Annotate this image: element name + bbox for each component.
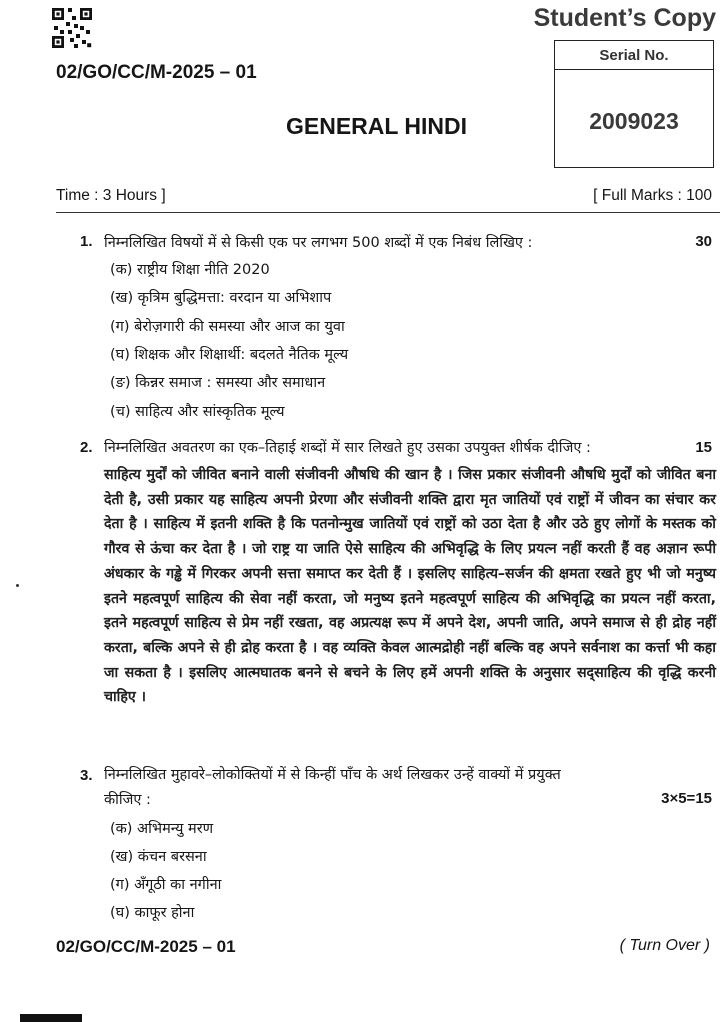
- question-3-option: (घ) काफूर होना: [110, 905, 195, 921]
- question-1-text: निम्नलिखित विषयों में से किसी एक पर लगभग 500 शब्दों में एक निबंध लिखिए :: [104, 235, 533, 251]
- question-2-marks: 15: [695, 439, 712, 456]
- question-3-option: (ख) कंचन बरसना: [110, 849, 207, 865]
- question-1-number: 1.: [80, 233, 93, 250]
- paper-code: 02/GO/CC/M-2025 – 01: [56, 62, 257, 83]
- question-1-marks: 30: [695, 233, 712, 250]
- serial-label: Serial No.: [555, 41, 713, 70]
- copy-label: Student’s Copy: [533, 4, 716, 32]
- serial-number: 2009023: [589, 108, 679, 134]
- question-1-option: (च) साहित्य और सांस्कृतिक मूल्य: [110, 404, 285, 420]
- page-edge-mark: [20, 1014, 82, 1022]
- turn-over-label[interactable]: ( Turn Over ): [619, 937, 710, 954]
- question-3-option: (ग) अँगूठी का नगीना: [110, 877, 222, 893]
- question-1-option: (ग) बेरोज़गारी की समस्या और आज का युवा: [110, 319, 345, 335]
- qr-code-icon: [52, 8, 92, 48]
- question-3-number: 3.: [80, 767, 93, 784]
- margin-dot: [16, 584, 19, 587]
- question-2-text: निम्नलिखित अवतरण का एक–तिहाई शब्दों में सार लिखते हुए उसका उपयुक्त शीर्षक दीजिए :: [104, 440, 591, 456]
- question-2-passage: साहित्य मुर्दों को जीवित बनाने वाली संजीवनी औषधि की खान है । जिस प्रकार संजीवनी औषधि मुर्दों को जीवित बना देती है, उसी प्रकार यह साहित्य अपनी प्रेरणा और संजीवनी शक्ति द्वारा मृत जातियों एवं राष्ट्रों में जीवन का संचार कर देता है । साहित्य में इतनी शक्ति है कि पतनोन्मुख जातियों एवं राष्ट्रों को उठा देता है और उठे हुए लोगों के मस्तक को गौरव से ऊंचा कर देता है । जो राष्ट्र या जाति ऐसे साहित्य की अभिवृद्धि के लिए प्रयत्न नहीं करती हैं वह अज्ञान रूपी अंधकार के गड्ढे में गिरकर अपनी सत्ता समाप्त कर देती हैं । इसलिए साहित्य–सर्जन की क्षमता रखते हुए भी जो मनुष्य इतने महत्वपूर्ण साहित्य की सेवा नहीं करता, जो मनुष्य इतने महत्वपूर्ण साहित्य की अभिवृद्धि का प्रयत्न नहीं करता, इतने महत्वपूर्ण साहित्य से प्रेम नहीं रखता, वह अप्रत्यक्ष रूप में अपने देश, अपनी जाति, अपने समाज से ही द्रोह नहीं करता, बल्कि अपने से ही द्रोह करता है । वह व्यक्ति केवल आत्मद्रोही नहीं बल्कि वह अपने सर्वनाश का कर्त्ता भी कहा जा सकता है । इसलिए आत्मघातक बनने से बचने के लिए हमें अपनी शक्ति के अनुसार सद्साहित्य की वृद्धि करनी चाहिए ।: [104, 467, 716, 706]
- serial-number-box: [554, 40, 714, 168]
- question-3-text-continued: कीजिए :: [104, 792, 151, 808]
- question-3-option: (क) अभिमन्यु मरण: [110, 821, 214, 837]
- full-marks-label: [ Full Marks : 100: [593, 187, 712, 204]
- question-3-text: निम्नलिखित मुहावरे–लोकोक्तियों में से किन्हीं पाँच के अर्थ लिखकर उन्हें वाक्यों में प्रयुक्त: [104, 767, 561, 783]
- question-1-option: (घ) शिक्षक और शिक्षार्थी: बदलते नैतिक मूल्य: [110, 347, 349, 363]
- footer-paper-code: 02/GO/CC/M-2025 – 01: [56, 937, 236, 956]
- time-label: Time : 3 Hours ]: [56, 187, 166, 204]
- question-3-marks: 3×5=15: [661, 790, 712, 807]
- question-1-option: (ङ) किन्नर समाज : समस्या और समाधान: [110, 375, 326, 391]
- question-1-option: (ख) कृत्रिम बुद्धिमत्ता: वरदान या अभिशाप: [110, 290, 332, 306]
- header-divider: [56, 212, 720, 213]
- question-1-option: (क) राष्ट्रीय शिक्षा नीति 2020: [110, 262, 270, 278]
- question-2-number: 2.: [80, 439, 93, 456]
- subject-title: GENERAL HINDI: [286, 113, 468, 139]
